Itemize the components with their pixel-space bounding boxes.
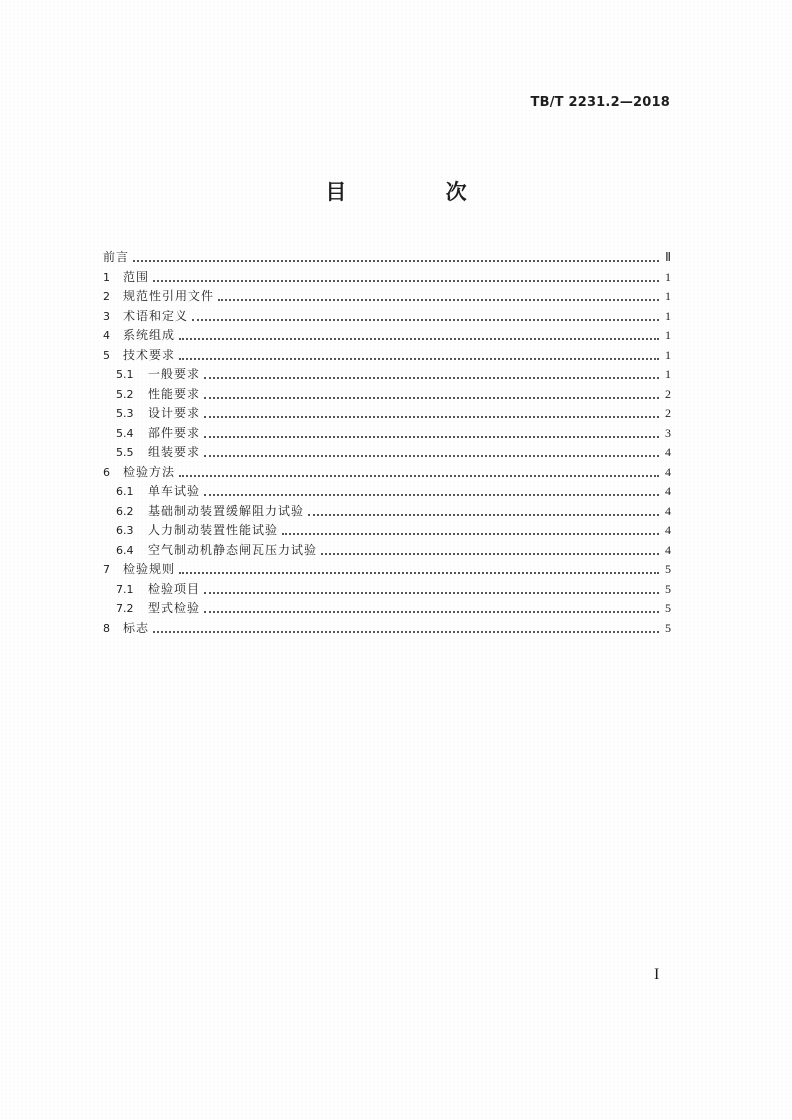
toc-entry[interactable] [103,541,671,561]
toc-entry-number: 5.1 [116,368,134,381]
toc-entry-page: 1 [665,308,671,323]
toc-dot-leader [204,591,659,594]
toc-entry[interactable] [103,365,671,385]
toc-entry-label: 检验规则 [123,562,176,576]
toc-entry-number: 5.3 [116,407,134,420]
toc-entry-page: 5 [665,601,671,615]
toc-entry-page: 1 [665,328,671,342]
toc-dot-leader [192,318,659,321]
toc-entry-label: 型式检验 [148,601,201,615]
toc-entry[interactable] [103,502,671,522]
toc-entry[interactable] [103,443,671,463]
toc-entry-label: 范围 [123,269,150,284]
toc-entry[interactable] [103,521,671,541]
standard-code: TB/T 2231.2—2018 [530,95,670,110]
toc-entry-label: 基础制动装置缓解阻力试验 [148,503,305,518]
toc-entry-number: 4 [103,329,110,342]
toc-dot-leader [204,435,659,438]
toc-dot-leader [153,279,659,282]
toc-entry-page: 1 [665,269,671,284]
toc-entry-number: 5.5 [116,446,134,459]
toc-entry-number: 8 [103,621,110,635]
toc-entry-page: 4 [665,542,671,557]
toc-dot-leader [218,298,659,301]
toc-entry[interactable] [103,482,671,502]
toc-entry-label: 系统组成 [123,328,176,342]
toc-entry-page: 2 [665,406,671,420]
toc-entry-label: 部件要求 [148,425,201,440]
toc-entry-number: 2 [103,290,110,303]
toc-entry-label: 人力制动装置性能试验 [148,523,279,537]
toc-entry-number: 1 [103,270,110,284]
toc-entry-page: 4 [665,464,671,479]
toc-entry[interactable] [103,346,671,366]
toc-dot-leader [204,454,659,457]
toc-entry-number: 7.1 [116,582,134,596]
toc-dot-leader [308,513,659,516]
toc-entry-page: 5 [665,562,671,576]
toc-entry-label: 技术要求 [123,347,176,362]
toc-entry[interactable] [103,424,671,444]
toc-entry[interactable] [103,307,671,327]
toc-entry-label: 前言 [103,250,130,264]
toc-dot-leader [204,415,659,418]
toc-dot-leader [204,396,659,399]
toc-entry-number: 5.2 [116,387,134,401]
toc-dot-leader [204,610,659,613]
toc-entry[interactable] [103,326,671,346]
toc-entry[interactable] [103,268,671,288]
toc-entry-label: 标志 [123,620,150,635]
toc-entry[interactable] [103,580,671,600]
toc-entry-label: 设计要求 [148,406,201,420]
toc-entry-page: 4 [665,523,671,537]
toc-entry[interactable] [103,463,671,483]
toc-dot-leader [133,259,659,262]
toc-entry-page: 1 [665,347,671,362]
toc-entry-page: 4 [665,445,671,459]
toc-entry[interactable] [103,385,671,405]
toc-entry-page: 3 [665,425,671,440]
toc-entry-number: 3 [103,309,110,323]
toc-entry-page: 4 [665,503,671,518]
toc-entry[interactable] [103,248,671,268]
page-title: 目 次 [325,179,513,204]
toc-entry-number: 6.3 [116,524,134,537]
toc-entry-number: 6.1 [116,485,134,498]
toc-entry-number: 5.4 [116,426,134,440]
toc-entry-number: 7 [103,563,110,576]
toc-dot-leader [204,376,659,379]
page-number: I [654,966,660,983]
toc-entry-page: 5 [665,620,671,635]
toc-dot-leader [179,357,659,360]
toc-entry-label: 性能要求 [148,386,201,401]
toc-entry-number: 6.4 [116,543,134,557]
toc-entry-label: 检验方法 [123,464,176,479]
toc-entry-label: 单车试验 [148,484,201,498]
toc-entry-label: 一般要求 [148,367,201,381]
toc-dot-leader [179,571,659,574]
toc-entry-label: 组装要求 [148,445,201,459]
toc-entry-label: 检验项目 [148,581,201,596]
toc-entry-page: 1 [665,289,671,303]
toc-entry-label: 空气制动机静态闸瓦压力试验 [148,542,318,557]
toc-entry[interactable] [103,619,671,639]
toc-dot-leader [321,552,659,555]
toc-entry-page: 2 [665,386,671,401]
toc-entry-number: 6 [103,465,110,479]
toc-dot-leader [204,493,659,496]
toc-entry-page: 4 [665,484,671,498]
toc-entry-number: 5 [103,348,110,362]
toc-entry-page: 1 [665,367,671,381]
toc-entry-number: 7.2 [116,602,134,615]
toc-entry[interactable] [103,599,671,619]
table-of-contents [103,248,671,638]
toc-entry-page: Ⅱ [665,250,671,264]
toc-entry-label: 规范性引用文件 [123,289,215,303]
toc-entry-page: 5 [665,581,671,596]
toc-dot-leader [179,337,659,340]
toc-dot-leader [179,474,659,477]
toc-dot-leader [153,630,659,633]
toc-entry[interactable] [103,287,671,307]
toc-entry-label: 术语和定义 [123,308,189,323]
toc-entry[interactable] [103,404,671,424]
toc-dot-leader [282,532,659,535]
toc-entry[interactable] [103,560,671,580]
toc-entry-number: 6.2 [116,504,134,518]
